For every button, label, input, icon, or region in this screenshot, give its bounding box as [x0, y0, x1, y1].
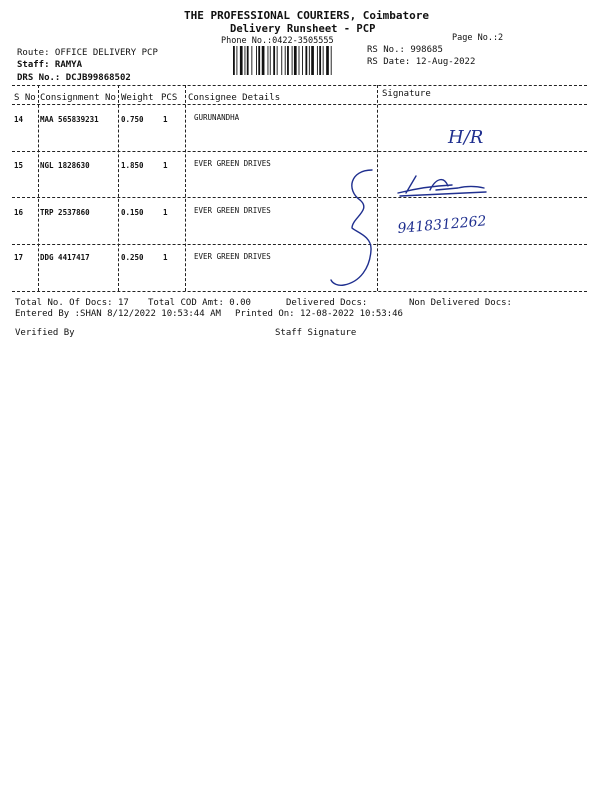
row-weight: 1.850	[121, 161, 144, 170]
handwritten-phone-number: 9418312262	[396, 213, 488, 237]
column-header-consignment: Consignment No	[40, 93, 116, 103]
row-consignee: EVER GREEN DRIVES	[194, 252, 271, 261]
column-header-sno: S No	[14, 93, 36, 103]
staff-label: Staff: RAMYA	[17, 60, 83, 70]
row-consignment: MAA 565839231	[40, 115, 99, 124]
row-consignee: EVER GREEN DRIVES	[194, 159, 271, 168]
row-weight: 0.250	[121, 253, 144, 262]
drs-number: DRS No.: DCJB99868502	[17, 73, 131, 83]
column-header-signature: Signature	[382, 89, 431, 99]
row-sno: 14	[14, 115, 24, 124]
column-header-weight: Weight	[121, 93, 154, 103]
printed-on: Printed On: 12-08-2022 10:53:46	[235, 309, 403, 319]
column-header-pcs: PCS	[161, 93, 178, 103]
row-sno: 17	[14, 253, 24, 262]
route-label: Route: OFFICE DELIVERY PCP	[17, 48, 158, 58]
rs-number: RS No.: 998685	[367, 45, 443, 55]
row-pcs: 1	[163, 253, 168, 262]
verified-by: Verified By	[15, 328, 75, 338]
row-weight: 0.150	[121, 208, 144, 217]
row-consignment: TRP 2537860	[40, 208, 90, 217]
row-pcs: 1	[163, 161, 168, 170]
staff-signature: Staff Signature	[275, 328, 357, 338]
row-weight: 0.750	[121, 115, 144, 124]
row-sno: 16	[14, 208, 24, 217]
phone-number: Phone No.:0422-3505555	[221, 36, 334, 46]
row-sno: 15	[14, 161, 24, 170]
total-cod-amount: Total COD Amt: 0.00	[148, 298, 251, 308]
row-consignee: GURUNANDHA	[194, 113, 240, 122]
row-consignment: DDG 4417417	[40, 253, 90, 262]
total-docs: Total No. Of Docs: 17	[15, 298, 129, 308]
rs-date: RS Date: 12-Aug-2022	[367, 57, 476, 67]
company-name: THE PROFESSIONAL COURIERS, Coimbatore	[184, 9, 430, 22]
handwritten-signature: H/R	[448, 127, 484, 148]
page-number: Page No.:2	[452, 33, 504, 43]
row-pcs: 1	[163, 208, 168, 217]
row-pcs: 1	[163, 115, 168, 124]
handwritten-brace	[331, 170, 372, 285]
column-header-consignee: Consignee Details	[188, 93, 281, 103]
entered-by: Entered By :SHAN 8/12/2022 10:53:44 AM	[15, 309, 221, 319]
handwritten-scribble	[398, 176, 484, 193]
row-consignee: EVER GREEN DRIVES	[194, 206, 271, 215]
row-consignment: NGL 1828630	[40, 161, 90, 170]
document-title: Delivery Runsheet - PCP	[230, 23, 376, 35]
delivered-docs: Delivered Docs:	[286, 298, 368, 308]
non-delivered-docs: Non Delivered Docs:	[409, 298, 512, 308]
